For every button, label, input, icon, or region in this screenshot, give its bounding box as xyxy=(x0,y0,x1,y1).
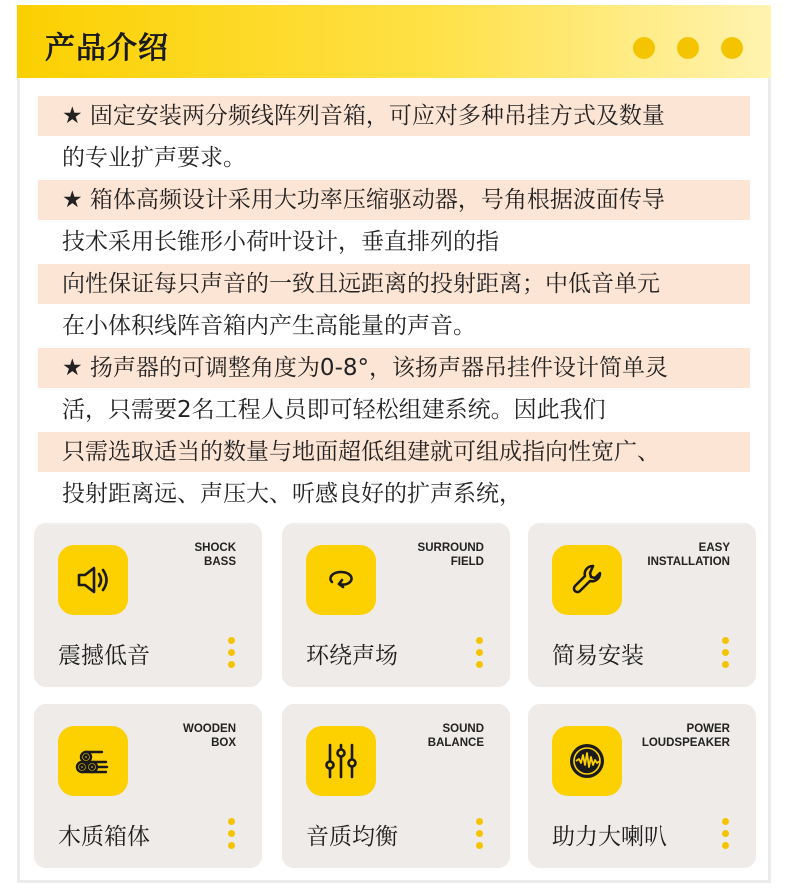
intro-line: 技术采用长锥形小荷叶设计，垂直排列的指 xyxy=(62,229,499,255)
feature-card-wooden-box[interactable] xyxy=(34,704,262,868)
section-header xyxy=(17,5,771,78)
more-options-icon[interactable] xyxy=(476,818,484,852)
feature-card-power-loudspeaker[interactable] xyxy=(528,704,756,868)
decor-dot xyxy=(721,37,743,59)
section-title: 产品介绍 xyxy=(45,31,169,66)
decor-dot xyxy=(677,37,699,59)
intro-line: ★ 箱体高频设计采用大功率压缩驱动器，号角根据波面传导 xyxy=(38,180,750,220)
intro-text xyxy=(38,96,750,516)
more-options-icon[interactable] xyxy=(228,637,236,671)
feature-title: 简易安装 xyxy=(552,643,644,669)
more-options-icon[interactable] xyxy=(722,637,730,671)
feature-en-label: SHOCK BASS xyxy=(194,542,236,568)
feature-card-surround-field[interactable] xyxy=(282,523,510,687)
feature-title: 木质箱体 xyxy=(58,824,150,850)
decor-dot xyxy=(633,37,655,59)
intro-line: 的专业扩声要求。 xyxy=(62,145,246,171)
intro-line: ★ 固定安装两分频线阵列音箱，可应对多种吊挂方式及数量 xyxy=(38,96,750,136)
more-options-icon[interactable] xyxy=(476,637,484,671)
more-options-icon[interactable] xyxy=(722,818,730,852)
feature-card-shock-bass[interactable] xyxy=(34,523,262,687)
feature-en-label: SOUND BALANCE xyxy=(427,723,484,749)
intro-line: 在小体积线阵音箱内产生高能量的声音。 xyxy=(62,313,476,339)
feature-card-sound-balance[interactable] xyxy=(282,704,510,868)
feature-en-label: SURROUND FIELD xyxy=(417,542,484,568)
feature-title: 震撼低音 xyxy=(58,643,150,669)
feature-en-label: EASY INSTALLATION xyxy=(647,542,730,568)
feature-title: 音质均衡 xyxy=(306,824,398,850)
intro-line: 投射距离远、声压大、听感良好的扩声系统， xyxy=(62,481,522,507)
intro-line: ★ 扬声器的可调整角度为0-8°，该扬声器吊挂件设计简单灵 xyxy=(38,348,750,388)
intro-line: 活，只需要2名工程人员即可轻松组建系统。因此我们 xyxy=(62,397,606,423)
feature-title: 助力大喇叭 xyxy=(552,824,667,850)
feature-card-easy-installation[interactable] xyxy=(528,523,756,687)
intro-line: 向性保证每只声音的一致且远距离的投射距离；中低音单元 xyxy=(38,264,750,304)
feature-en-label: POWER LOUDSPEAKER xyxy=(641,723,730,749)
more-options-icon[interactable] xyxy=(228,818,236,852)
feature-en-label: WOODEN BOX xyxy=(182,723,236,749)
feature-title: 环绕声场 xyxy=(306,643,398,669)
intro-line: 只需选取适当的数量与地面超低组建就可组成指向性宽广、 xyxy=(38,432,750,472)
